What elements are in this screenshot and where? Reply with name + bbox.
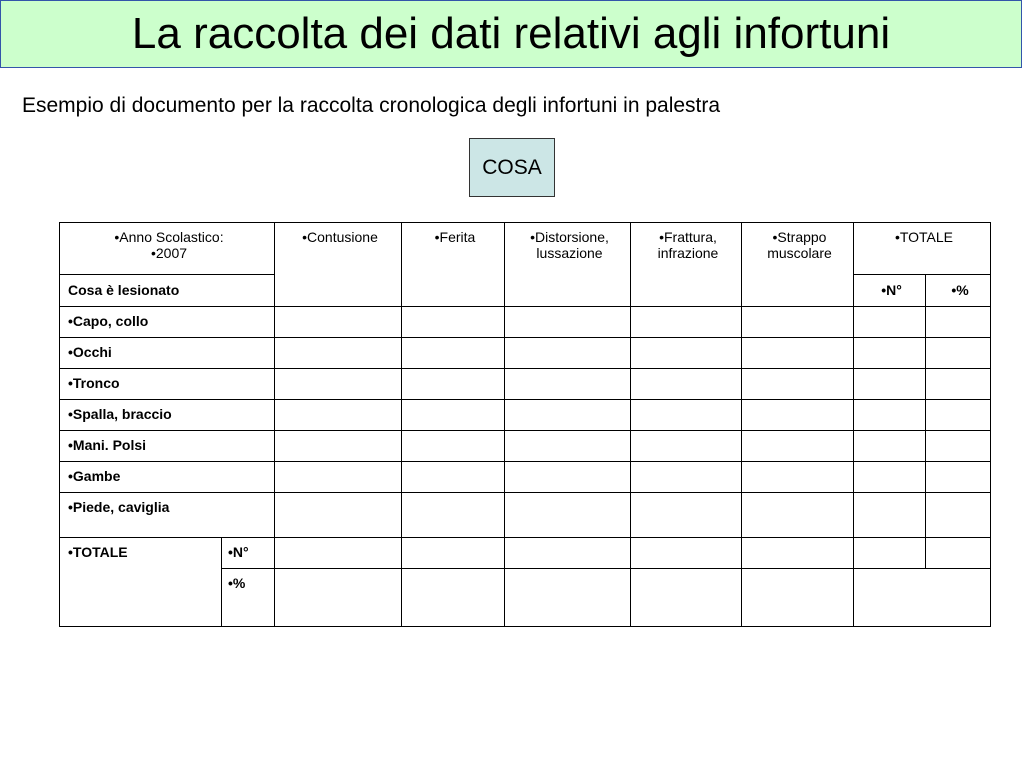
total-percent-header: •% (926, 275, 991, 307)
table-cell[interactable] (402, 538, 505, 569)
table-row (60, 493, 991, 538)
column-header-frattura: •Frattura, infrazione (631, 223, 742, 307)
table-cell[interactable] (926, 400, 991, 431)
table-cell[interactable] (926, 307, 991, 338)
table-cell[interactable] (742, 431, 854, 462)
table-row (60, 462, 991, 493)
table-cell[interactable] (854, 462, 926, 493)
table-cell[interactable] (631, 431, 742, 462)
table-cell[interactable] (505, 307, 631, 338)
table-cell[interactable] (631, 369, 742, 400)
table-cell[interactable] (631, 493, 742, 538)
table-cell[interactable] (854, 400, 926, 431)
table-cell[interactable] (505, 369, 631, 400)
table-row (60, 307, 991, 338)
table-cell[interactable] (854, 369, 926, 400)
row-label: •Occhi (60, 338, 275, 369)
table-cell[interactable] (854, 538, 926, 569)
table-cell[interactable] (402, 338, 505, 369)
column-header-distorsione: •Distorsione, lussazione (505, 223, 631, 307)
column-header-strappo: •Strappo muscolare (742, 223, 854, 307)
table-cell[interactable] (854, 493, 926, 538)
table-cell[interactable] (926, 338, 991, 369)
table-cell[interactable] (926, 431, 991, 462)
column-header-ferita: •Ferita (402, 223, 505, 307)
school-year-label: •Anno Scolastico: (114, 229, 224, 245)
table-cell[interactable] (742, 338, 854, 369)
table-cell[interactable] (275, 538, 402, 569)
table-cell[interactable] (275, 431, 402, 462)
row-label: •Spalla, braccio (60, 400, 275, 431)
table-row (60, 400, 991, 431)
table-cell[interactable] (742, 400, 854, 431)
table-cell[interactable] (505, 462, 631, 493)
cosa-label: COSA (482, 155, 542, 179)
table-cell[interactable] (742, 538, 854, 569)
table-cell[interactable] (505, 400, 631, 431)
page-title: La raccolta dei dati relativi agli infortuni (131, 9, 891, 58)
title-bar (0, 0, 1022, 68)
table-cell[interactable] (402, 431, 505, 462)
table-cell[interactable] (742, 369, 854, 400)
table-cell[interactable] (926, 538, 991, 569)
table-row (60, 369, 991, 400)
totals-row-count (60, 538, 991, 569)
table-cell[interactable] (402, 369, 505, 400)
table-cell[interactable] (742, 307, 854, 338)
table-cell[interactable] (631, 400, 742, 431)
table-cell[interactable] (926, 493, 991, 538)
table-cell[interactable] (402, 400, 505, 431)
table-cell[interactable] (505, 538, 631, 569)
table-cell[interactable] (505, 338, 631, 369)
table-cell[interactable] (742, 493, 854, 538)
table-cell[interactable] (742, 462, 854, 493)
table-cell[interactable] (275, 307, 402, 338)
cosa-lesionato-label: Cosa è lesionato (60, 275, 275, 307)
table-cell[interactable] (505, 569, 631, 627)
table-cell[interactable] (854, 307, 926, 338)
table-cell[interactable] (275, 462, 402, 493)
row-label: •Tronco (60, 369, 275, 400)
row-label: •Piede, caviglia (60, 493, 275, 538)
table-cell[interactable] (854, 569, 991, 627)
table-cell[interactable] (402, 462, 505, 493)
totals-percent-label: •% (222, 569, 275, 627)
column-header-totale: •TOTALE (854, 223, 991, 275)
table-cell[interactable] (742, 569, 854, 627)
table-cell[interactable] (631, 307, 742, 338)
totals-label: •TOTALE (60, 538, 222, 627)
column-header-contusione: •Contusione (275, 223, 402, 307)
table-cell[interactable] (275, 369, 402, 400)
header-row (60, 223, 991, 275)
table-row (60, 338, 991, 369)
table-cell[interactable] (631, 462, 742, 493)
subtitle: Esempio di documento per la raccolta cronologica degli infortuni in palestra (22, 94, 721, 117)
table-cell[interactable] (402, 307, 505, 338)
injury-table (59, 222, 991, 627)
school-year-value: •2007 (150, 245, 188, 261)
table-cell[interactable] (505, 493, 631, 538)
table-cell[interactable] (926, 369, 991, 400)
table-cell[interactable] (926, 462, 991, 493)
table-cell[interactable] (275, 400, 402, 431)
table-row (60, 431, 991, 462)
cosa-label-box (469, 138, 555, 197)
table-cell[interactable] (505, 431, 631, 462)
row-label: •Mani. Polsi (60, 431, 275, 462)
totals-count-label: •N° (222, 538, 275, 569)
table-cell[interactable] (402, 493, 505, 538)
school-year-cell (60, 223, 275, 275)
table-cell[interactable] (275, 338, 402, 369)
row-label: •Capo, collo (60, 307, 275, 338)
table-cell[interactable] (631, 538, 742, 569)
total-count-header: •N° (854, 275, 926, 307)
table-cell[interactable] (275, 569, 402, 627)
table-cell[interactable] (631, 338, 742, 369)
table-cell[interactable] (854, 431, 926, 462)
table-cell[interactable] (275, 493, 402, 538)
table-cell[interactable] (402, 569, 505, 627)
table-cell[interactable] (854, 338, 926, 369)
table-cell[interactable] (631, 569, 742, 627)
row-label: •Gambe (60, 462, 275, 493)
